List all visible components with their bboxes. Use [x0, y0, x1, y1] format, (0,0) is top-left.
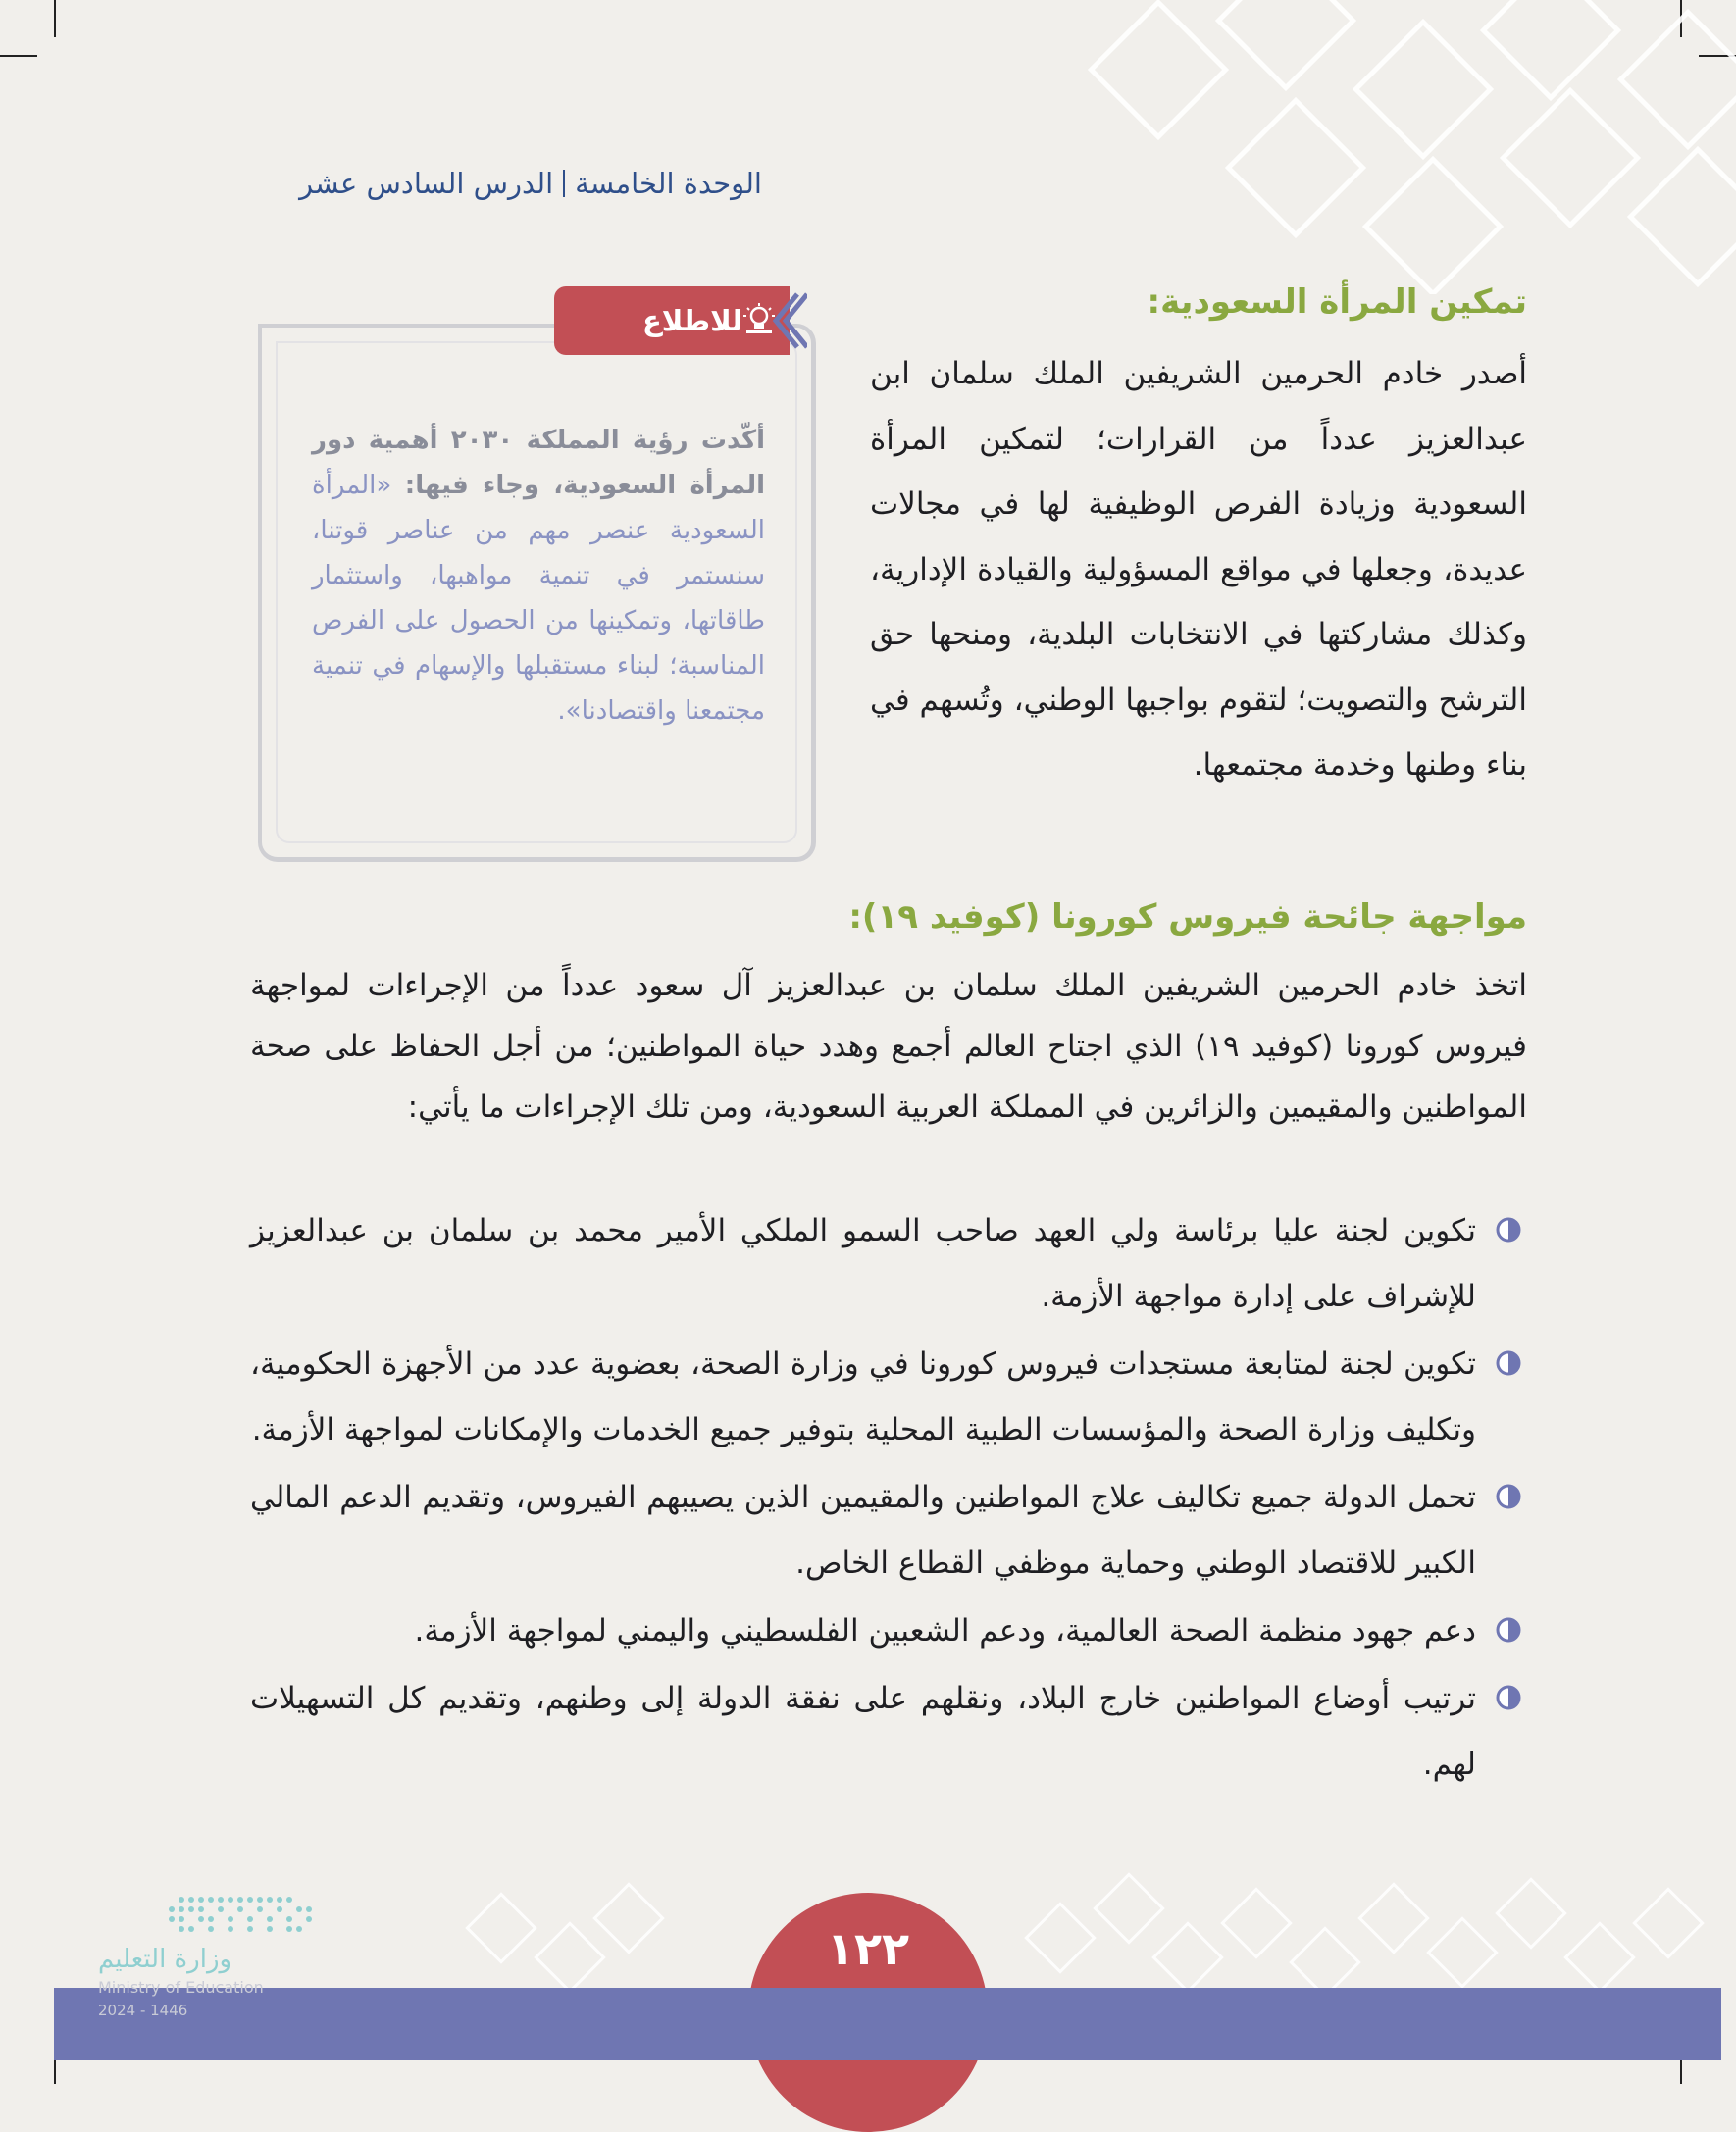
page-number: ١٢٢ [826, 1922, 910, 1975]
list-item-text: دعم جهود منظمة الصحة العالمية، ودعم الشعبين الفلسطيني واليمني لمواجهة الأزمة. [414, 1613, 1476, 1649]
decorative-pattern [1030, 0, 1736, 294]
section-title-covid: مواجهة جائحة فيروس كورونا (كوفيد ١٩): [848, 897, 1527, 937]
bullet-icon [1496, 1484, 1521, 1509]
ministry-name-arabic: وزارة التعليم [98, 1945, 232, 1974]
ministry-name-english: Ministry of Education [98, 1978, 264, 1997]
covid-measures-list [250, 1198, 1527, 1800]
header-divider [563, 170, 565, 197]
sidebar-text [312, 418, 765, 734]
bullet-icon [1496, 1350, 1521, 1376]
bullet-icon [1496, 1685, 1521, 1710]
section-title-women-empowerment: تمكين المرأة السعودية: [1147, 282, 1527, 322]
unit-label: الوحدة الخامسة [575, 167, 762, 200]
list-item [250, 1332, 1527, 1463]
section2-paragraph: اتخذ خادم الحرمين الشريفين الملك سلمان بن عبدالعزيز آل سعود عدداً من الإجراءات لمواجهة فيروس كورونا (كوفيد ١٩) الذي اجتاح العالم أجمع وهدد حياة المواطنين؛ من أجل الحفاظ على صحة المواطنين والمقيمين والزائرين في المملكة العربية السعودية، ومن تلك الإجراءات ما يأتي: [250, 968, 1527, 1125]
list-item-text: تحمل الدولة جميع تكاليف علاج المواطنين والمقيمين الذين يصيبهم الفيروس، وتقديم الدعم المالي الكبير للاقتصاد الوطني وحماية موظفي القطاع الخاص. [250, 1480, 1476, 1581]
sidebar-tab-label: للاطلاع [641, 304, 742, 337]
edition-year: 2024 - 1446 [98, 2002, 188, 2019]
list-item [250, 1198, 1527, 1330]
list-item-text: ترتيب أوضاع المواطنين خارج البلاد، ونقلهم على نفقة الدولة إلى وطنهم، وتقديم كل التسهيلات لهم. [250, 1681, 1476, 1782]
list-item [250, 1599, 1527, 1664]
unit-lesson-header [213, 167, 762, 200]
bullet-icon [1496, 1217, 1521, 1243]
bullet-icon [1496, 1617, 1521, 1643]
crop-mark [0, 55, 37, 57]
section1-paragraph: أصدر خادم الحرمين الشريفين الملك سلمان ابن عبدالعزيز عدداً من القرارات؛ لتمكين المرأة السعودية وزيادة الفرص الوظيفية لها في مجالات عديدة، وجعلها في مواقع المسؤولية والقيادة الإدارية، وكذلك مشاركتها في الانتخابات البلدية، ومنحها حق الترشح والتصويت؛ لتقوم بواجبها الوطني، وتُسهم في بناء وطنها وخدمة مجتمعها. [870, 356, 1527, 783]
lesson-label: الدرس السادس عشر [299, 167, 554, 200]
sidebar-tab [554, 286, 790, 355]
list-item-text: تكوين لجنة عليا برئاسة ولي العهد صاحب السمو الملكي الأمير محمد بن سلمان بن عبدالعزيز للإشراف على إدارة مواجهة الأزمة. [250, 1213, 1476, 1314]
list-item-text: تكوين لجنة لمتابعة مستجدات فيروس كورونا في وزارة الصحة، بعضوية عدد من الأجهزة الحكومية، وتكليف وزارة الصحة والمؤسسات الطبية المحلية بتوفير جميع الخدمات والإمكانات لمواجهة الأزمة. [250, 1346, 1476, 1447]
list-item [250, 1465, 1527, 1597]
sidebar-lead: أكّدت رؤية المملكة ٢٠٣٠ أهمية دور المرأة السعودية، وجاء فيها: [312, 426, 766, 500]
list-item [250, 1666, 1527, 1798]
sidebar-quote: «المرأة السعودية عنصر مهم من عناصر قوتنا، سنستمر في تنمية مواهبها، واستثمار طاقاتها، وتمكينها من الحصول على الفرص المناسبة؛ لبناء مستقبلها والإسهام في تنمية مجتمعنا واقتصادنا». [312, 471, 765, 726]
chevron-left-icon [768, 286, 807, 355]
crop-mark [54, 0, 56, 37]
